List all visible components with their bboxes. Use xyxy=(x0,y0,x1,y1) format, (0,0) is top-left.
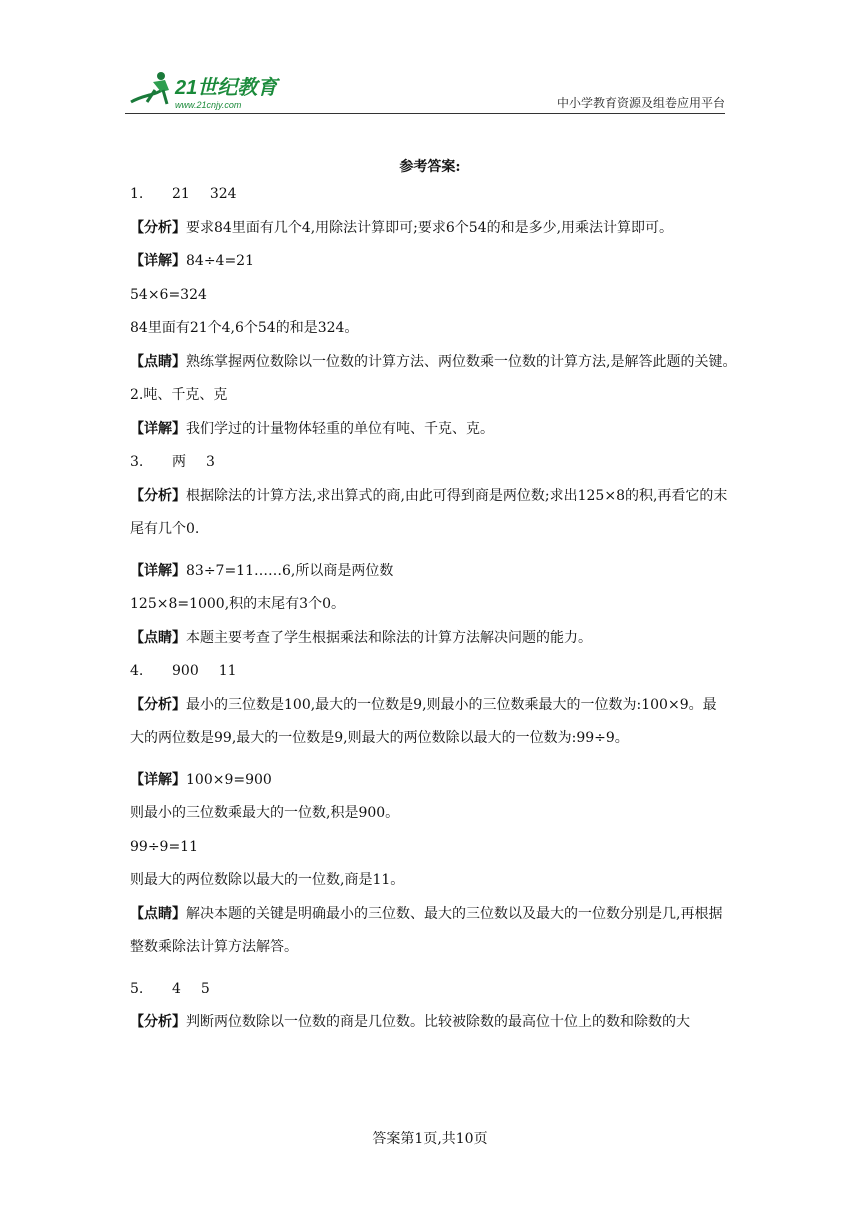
answer-value: 324 xyxy=(209,186,237,202)
explanation-line xyxy=(130,421,730,455)
page-footer: 答案第1页,共10页 xyxy=(372,1131,488,1147)
explanation-line xyxy=(130,563,730,597)
line-text: 本题主要考查了学生根据乘法和除法的计算方法解决问题的能力。 xyxy=(186,629,592,646)
21cnjy-logo xyxy=(125,68,295,112)
page-header xyxy=(125,68,725,116)
line-text: 125×8=1000,积的末尾有3个0。 xyxy=(130,596,345,612)
explanation-line xyxy=(130,1014,730,1048)
line-text: 54×6=324 xyxy=(130,286,207,303)
line-text: 判断两位数除以一位数的商是几位数。比较被除数的最高位十位上的数和除数的大 xyxy=(186,1014,690,1030)
explanation-line xyxy=(130,480,730,546)
section-tag: 【分析】 xyxy=(130,696,186,713)
answer-value: 4 xyxy=(172,980,181,997)
section-tag: 【详解】 xyxy=(130,562,186,579)
answer-value: 900 xyxy=(172,663,199,679)
line-text: 熟练掌握两位数除以一位数的计算方法、两位数乘一位数的计算方法,是解答此题的关键。 xyxy=(186,353,737,370)
logo-url: www.21cnjy.com xyxy=(175,100,242,110)
question-number: 4. xyxy=(130,663,144,679)
explanation-line xyxy=(130,805,730,839)
line-text: 84里面有21个4,6个54的和是324。 xyxy=(130,320,359,336)
page-title: 参考答案: xyxy=(399,159,461,175)
section-tag: 【分析】 xyxy=(130,487,186,504)
line-text: 99÷9=11 xyxy=(130,838,198,855)
answer-value: 21 xyxy=(172,186,190,202)
answer-value: 11 xyxy=(218,663,237,679)
explanation-line xyxy=(130,220,730,254)
explanation-line xyxy=(130,898,730,964)
section-tag: 【详解】 xyxy=(130,420,186,437)
line-text: 84÷4=21 xyxy=(186,253,254,269)
explanation-line xyxy=(130,320,730,354)
answer-line xyxy=(130,981,730,1015)
explanation-line xyxy=(130,287,730,321)
line-text: 最小的三位数是100,最大的一位数是9,则最小的三位数乘最大的一位数为:100×9。最大的两位数是99,最大的一位数是9,则最大的两位数除以最大的一位数为:99÷9。 xyxy=(130,696,717,746)
explanation-line xyxy=(130,772,730,806)
explanation-line xyxy=(130,387,730,421)
answer-value: 两 xyxy=(172,454,186,470)
line-text: 则最小的三位数乘最大的一位数,积是900。 xyxy=(130,805,400,821)
header-divider xyxy=(125,113,725,114)
section-tag: 【点睛】 xyxy=(130,905,186,922)
answer-content xyxy=(130,186,737,1048)
answer-value: 5 xyxy=(200,980,210,997)
question-number: 3. xyxy=(130,454,144,470)
section-tag: 【分析】 xyxy=(130,1014,186,1030)
answer-line xyxy=(130,186,730,220)
question-number: 1. xyxy=(130,186,144,202)
question-number: 5. xyxy=(130,980,144,997)
section-tag: 【分析】 xyxy=(130,219,186,236)
explanation-line xyxy=(130,689,730,755)
line-text: 根据除法的计算方法,求出算式的商,由此可得到商是两位数;求出125×8的积,再看它的末尾有几个0. xyxy=(130,487,728,537)
logo-text: 21世纪教育 xyxy=(175,77,278,99)
section-tag: 【点睛】 xyxy=(130,353,186,370)
section-tag: 【详解】 xyxy=(130,253,186,269)
section-tag: 【点睛】 xyxy=(130,629,186,646)
explanation-line xyxy=(130,253,730,287)
line-text: 2.吨、千克、克 xyxy=(130,387,228,403)
line-text: 我们学过的计量物体轻重的单位有吨、千克、克。 xyxy=(186,420,494,437)
section-tag: 【详解】 xyxy=(130,771,186,788)
explanation-line xyxy=(130,353,737,388)
explanation-line xyxy=(130,839,730,873)
line-text: 100×9=900 xyxy=(186,771,272,788)
explanation-line xyxy=(130,596,730,630)
answer-value: 3 xyxy=(206,454,215,470)
line-text: 83÷7=11……6,所以商是两位数 xyxy=(186,562,394,579)
line-text: 则最大的两位数除以最大的一位数,商是11。 xyxy=(130,872,405,888)
line-text: 要求84里面有几个4,用除法计算即可;要求6个54的和是多少,用乘法计算即可。 xyxy=(186,219,674,236)
platform-label: 中小学教育资源及组卷应用平台 xyxy=(556,96,725,110)
explanation-line xyxy=(130,630,730,664)
line-text: 解决本题的关键是明确最小的三位数、最大的三位数以及最大的一位数分别是几,再根据整数乘除法计算方法解答。 xyxy=(130,905,723,955)
